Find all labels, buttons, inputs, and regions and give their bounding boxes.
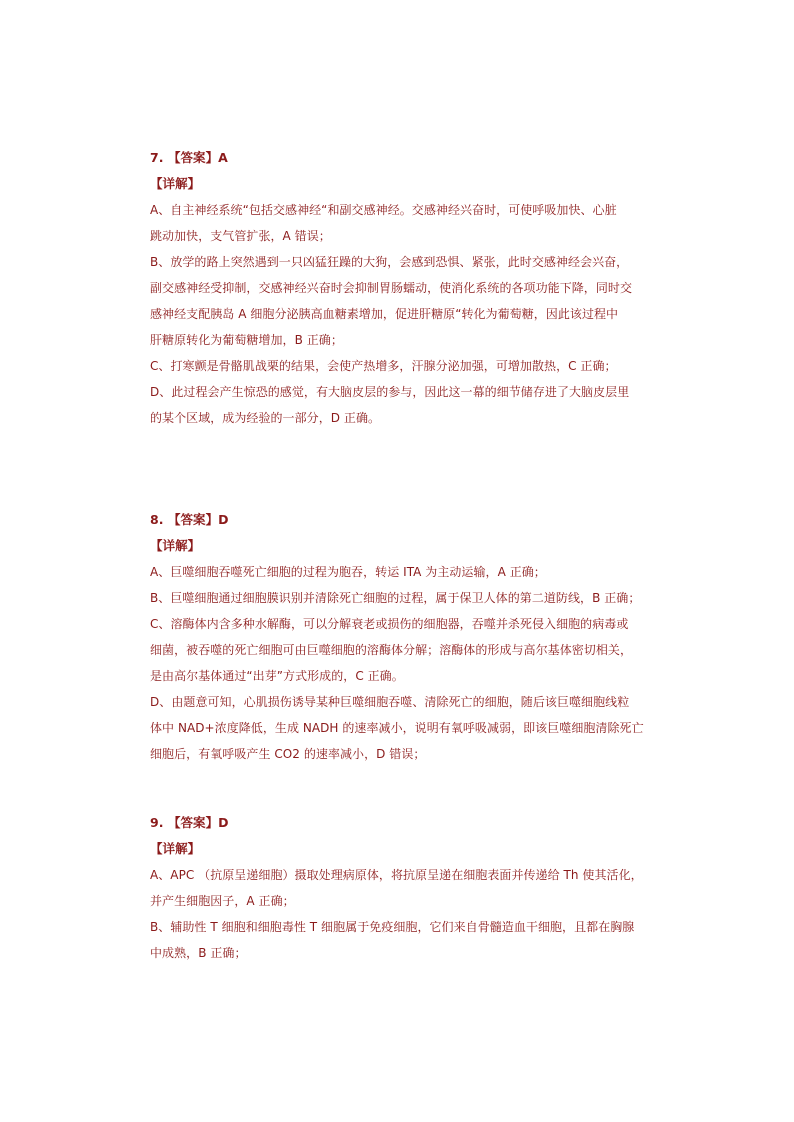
question-9 (150, 810, 650, 966)
text-line: 细胞后，有氧呼吸产生 CO2 的速率减小，D 错误； (150, 747, 426, 761)
detail-label: 【详解】 (150, 841, 201, 856)
explanation-paragraph (150, 585, 650, 611)
text-line: C、溶酶体内含多种水解酶，可以分解衰老或损伤的细胞器，吞噬并杀死侵入细胞的病毒或 (150, 617, 629, 631)
explanation-paragraph (150, 689, 650, 767)
question-8 (150, 507, 650, 767)
text-line: 是由高尔基体通过“出芽”方式形成的，C 正确。 (150, 669, 404, 683)
explanation-paragraph (150, 197, 650, 249)
explanation-paragraph (150, 559, 650, 585)
explanation-paragraph (150, 611, 650, 689)
explanation-paragraph (150, 249, 650, 353)
text-line: 肝糖原转化为葡萄糖增加，B 正确； (150, 333, 343, 347)
text-line: C、打寒颤是骨骼肌战栗的结果，会使产热增多，汗腺分泌加强，可增加散热，C 正确； (150, 359, 617, 373)
explanation-paragraph (150, 862, 650, 914)
question-7 (150, 145, 650, 431)
text-line: 副交感神经受抑制，交感神经兴奋时会抑制胃肠蠕动，使消化系统的各项功能下降，同时交 (150, 281, 633, 295)
explanation-paragraph (150, 379, 650, 431)
answer-header: 9. 【答案】D (150, 815, 229, 830)
text-line: A、巨噬细胞吞噬死亡细胞的过程为胞吞，转运 ITA 为主动运输，A 正确； (150, 565, 546, 579)
text-line: D、由题意可知，心肌损伤诱导某种巨噬细胞吞噬、清除死亡的细胞，随后该巨噬细胞线粒 (150, 695, 630, 709)
answer-header: 8. 【答案】D (150, 512, 229, 527)
answer-header: 7. 【答案】A (150, 150, 228, 165)
text-line: 细菌，被吞噬的死亡细胞可由巨噬细胞的溶酶体分解；溶酶体的形成与高尔基体密切相关， (150, 643, 633, 657)
explanation-paragraph (150, 914, 650, 966)
text-line: 感神经支配胰岛 A 细胞分泌胰高血糖素增加，促进肝糖原“转化为葡萄糖，因此该过程中 (150, 307, 619, 321)
text-line: B、巨噬细胞通过细胞膜识别并清除死亡细胞的过程，属于保卫人体的第二道防线，B 正确； (150, 591, 641, 605)
text-line: 体中 NAD+浓度降低，生成 NADH 的速率减小，说明有氧呼吸减弱，即该巨噬细胞清除死亡 (150, 721, 644, 735)
text-line: B、辅助性 T 细胞和细胞毒性 T 细胞属于免疫细胞，它们来自骨髓造血干细胞，且都在胸腺 (150, 920, 635, 934)
text-line: 跳动加快，支气管扩张，A 错误； (150, 229, 331, 243)
explanation-paragraph (150, 353, 650, 379)
text-line: D、此过程会产生惊恐的感觉，有大脑皮层的参与，因此这一幕的细节储存进了大脑皮层里 (150, 385, 630, 399)
text-line: A、APC （抗原呈递细胞）摄取处理病原体，将抗原呈递在细胞表面并传递给 Th 使其活化， (150, 868, 643, 882)
text-line: A、自主神经系统“包括交感神经“和副交感神经。交感神经兴奋时，可使呼吸加快、心脏 (150, 203, 617, 217)
text-line: 中成熟，B 正确； (150, 946, 247, 960)
detail-label: 【详解】 (150, 176, 201, 191)
text-line: 的某个区域，成为经验的一部分，D 正确。 (150, 411, 381, 425)
text-line: 并产生细胞因子，A 正确； (150, 894, 295, 908)
detail-label: 【详解】 (150, 538, 201, 553)
text-line: B、放学的路上突然遇到一只凶猛狂躁的大狗，会感到恐惧、紧张，此时交感神经会兴奋， (150, 255, 629, 269)
